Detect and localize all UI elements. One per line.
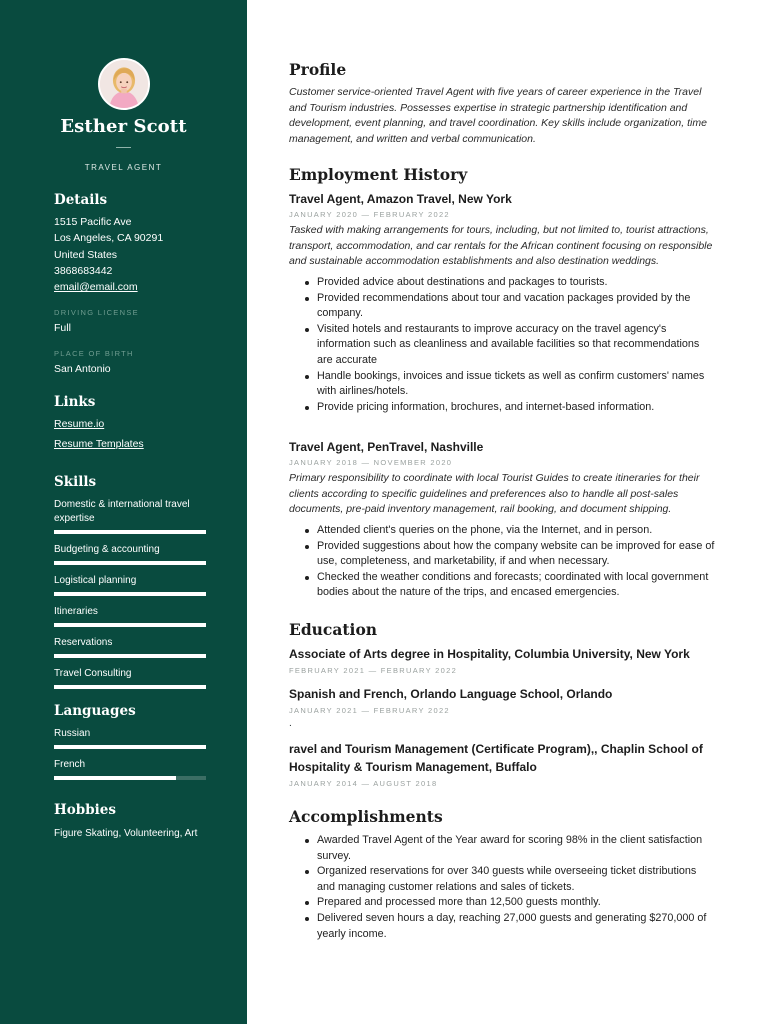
job-bullets [289,523,717,601]
education-dates: FEBRUARY 2021 — FEBRUARY 2022 [289,666,458,675]
skill-item-name: Budgeting & accounting [54,544,160,555]
job-bullet: Checked the weather conditions and forecasts; coordinated with local government bodies about the nature of the trips, and encased emergencies. [289,570,717,601]
job-entry [289,191,717,415]
skill-item-level-fill [54,592,206,596]
accomplishments-list [289,833,717,942]
links-section [54,394,206,452]
avatar [98,58,150,110]
education-title: Spanish and French, Orlando Language School, Orlando [289,687,613,701]
education-title: Associate of Arts degree in Hospitality, Columbia University, New York [289,647,690,661]
skill-item-level-fill [54,561,206,565]
skill-item [54,498,206,534]
job-dates: JANUARY 2020 — FEBRUARY 2022 [289,210,450,219]
candidate-name: Esther Scott [60,116,187,137]
place-of-birth-label: PLACE OF BIRTH [54,349,134,359]
skill-item-name: Domestic & international travel expertise [54,499,190,524]
job-bullet: Attended client's queries on the phone, via the Internet, and in person. [289,523,717,539]
accomplishment-item: Organized reservations for over 340 guests while overseeing ticket distributions and managing customer relations and sales of tickets. [289,864,717,895]
skill-item-level-fill [54,654,206,658]
skill-item-level-bar [54,623,206,627]
profile-text: Customer service-oriented Travel Agent with five years of career experience in the Travel and Tourism industries. Possesses expertise in strategic partnership identification and development, event planning, and travel coordination. Key skills include organization, time management, and written and verbal communication. [289,86,707,146]
education-entry [289,645,717,679]
phone: 3868683442 [54,264,113,277]
job-dates: JANUARY 2018 — NOVEMBER 2020 [289,458,453,467]
skill-item [54,574,206,596]
country: United States [54,248,118,261]
language-item-level-bar [54,745,206,749]
accomplishment-item: Prepared and processed more than 12,500 guests monthly. [289,895,717,911]
job-bullet: Provided recommendations about tour and vacation packages provided by the company. [289,291,717,322]
links-heading: Links [54,394,96,410]
avatar-portrait-icon [100,60,148,108]
skill-item-level-fill [54,623,206,627]
job-bullet: Provide pricing information, brochures, and internet-based information. [289,400,717,416]
hobbies-heading: Hobbies [54,802,116,818]
job-bullet: Provided suggestions about how the company website can be improved for ease of use, completeness, and marketability, if and when necessary. [289,539,717,570]
language-item-level-bar [54,776,206,780]
email-link[interactable]: email@email.com [54,281,138,294]
profile-heading: Profile [289,60,347,79]
skills-heading: Skills [54,474,97,490]
skill-item-name: Travel Consulting [54,668,132,679]
skill-item [54,543,206,565]
languages-list [54,727,206,780]
job-bullet: Provided advice about destinations and packages to tourists. [289,275,717,291]
education-dates: JANUARY 2021 — FEBRUARY 2022 [289,706,450,715]
education-entry [289,685,717,729]
skill-item-name: Itineraries [54,606,98,617]
education-title: ravel and Tourism Management (Certificate Program),, Chaplin School of Hospitality & Tourism Management, Buffalo [289,742,703,774]
employment-heading: Employment History [289,165,468,184]
link-resume-io[interactable]: Resume.io [54,418,105,430]
job-title: Travel Agent, PenTravel, Nashville [289,440,484,454]
accomplishment-item: Awarded Travel Agent of the Year award for scoring 98% in the client satisfaction survey. [289,833,717,864]
skill-item-level-bar [54,654,206,658]
details-heading: Details [54,192,108,208]
skill-item-name: Logistical planning [54,575,137,586]
skill-item-level-fill [54,685,206,689]
candidate-job-title: TRAVEL AGENT [84,163,163,172]
languages-heading: Languages [54,703,136,719]
job-bullet: Visited hotels and restaurants to improve accuracy on the travel agency's information such as cleanliness and available facilities so that recommendations are accurate [289,322,717,369]
skill-item-level-bar [54,685,206,689]
education-entry [289,740,717,792]
hobbies-text: Figure Skating, Volunteering, Art [54,828,198,839]
job-summary: Primary responsibility to coordinate with local Tourist Guides to create itineraries for their clients according to specific guidelines and preferences also to handle all post-sales documents, pre-paid inventory management, rail booking, and document shipping. [289,472,700,516]
sidebar [0,0,247,1024]
skill-item-level-fill [54,530,206,534]
language-item [54,758,206,780]
driving-license-value: Full [54,322,71,335]
address-line1: 1515 Pacific Ave [54,216,132,228]
address-line2: Los Angeles, CA 90291 [54,232,164,245]
place-of-birth-value: San Antonio [54,363,111,376]
language-item-level-fill [54,776,176,780]
name-divider [116,147,131,148]
accomplishment-item: Delivered seven hours a day, reaching 27,000 guests and generating $270,000 of yearly income. [289,911,717,942]
language-item-name: French [54,759,86,770]
skill-item-level-bar [54,561,206,565]
skill-item-level-bar [54,530,206,534]
skills-list [54,498,206,689]
education-heading: Education [289,620,378,639]
education-dates: JANUARY 2014 — AUGUST 2018 [289,779,438,788]
skill-item [54,636,206,658]
driving-license-label: DRIVING LICENSE [54,308,139,318]
languages-section [54,703,206,789]
job-bullet: Handle bookings, invoices and issue tickets as well as confirm customers' names with airlines/hotels. [289,369,717,400]
skills-section [54,474,206,698]
job-entry [289,439,717,601]
language-item [54,727,206,749]
language-item-level-fill [54,745,206,749]
skill-item-level-bar [54,592,206,596]
skill-item-name: Reservations [54,637,113,648]
skill-item [54,605,206,627]
job-summary: Tasked with making arrangements for tours, including, but not limited to, tourist attractions, transport, accommodation, and car rentals for the African continent focusing on responsible and sustainable accommodation establishments and also destination weddings. [289,224,713,268]
hobbies-section [54,802,206,842]
skill-item [54,667,206,689]
job-title: Travel Agent, Amazon Travel, New York [289,192,512,206]
language-item-name: Russian [54,728,91,739]
details-section [54,192,206,377]
job-bullets [289,275,717,415]
link-resume-templates[interactable]: Resume Templates [54,438,144,450]
accomplishments-heading: Accomplishments [289,807,443,826]
education-note: . [289,718,292,729]
